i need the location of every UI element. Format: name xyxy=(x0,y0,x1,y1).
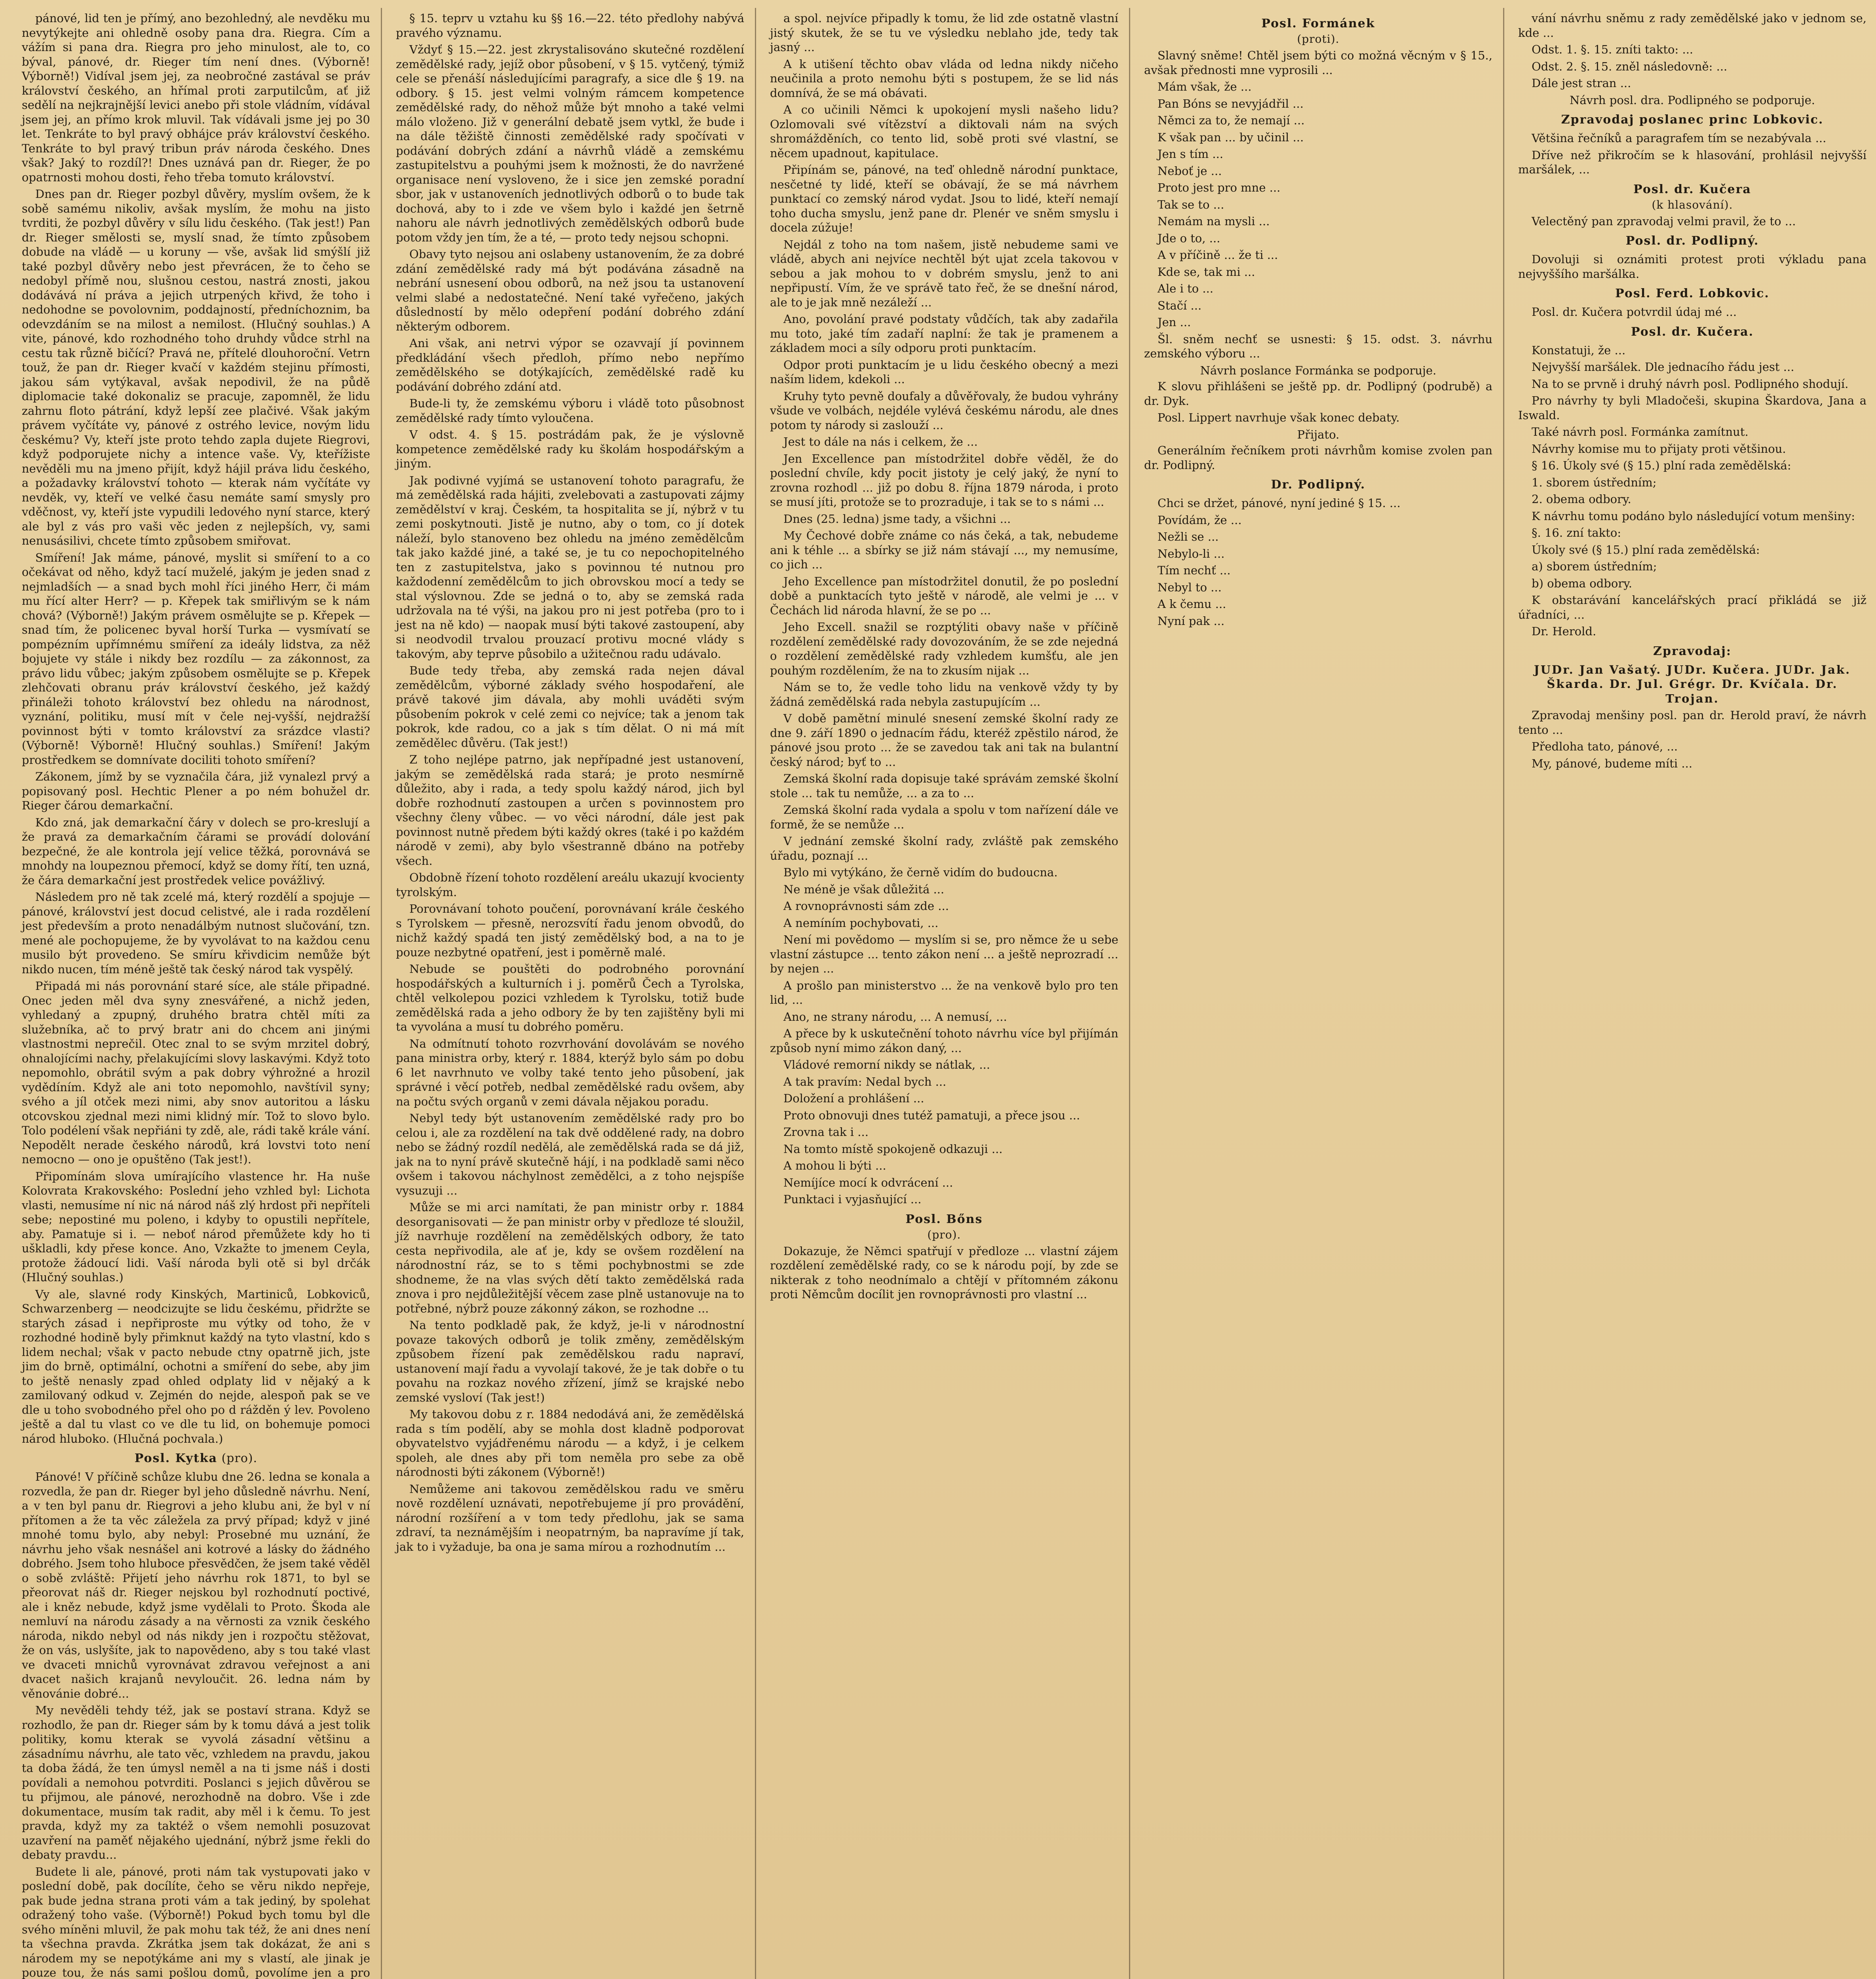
column-rule xyxy=(381,8,382,1979)
paragraph: Dříve než přikročím se k hlasování, prohlásil nejvyšší maršálek, ... xyxy=(1518,148,1866,176)
paragraph: Zemská školní rada dopisuje také správám zemské školní stole ... tak tu nemůže, ... a za to ... xyxy=(770,772,1118,800)
paragraph: b) obema odbory. xyxy=(1532,576,1632,590)
paragraph: Němci za to, že nemají ... xyxy=(1158,114,1305,127)
paragraph: a spol. nejvíce připadly k tomu, že lid zde ostatně vlastní jistý skutek, že se tu ve výsledku neblaho jde, tedy tak jasný ... xyxy=(770,11,1118,54)
paragraph: Jest to dále na nás i celkem, že ... xyxy=(783,435,978,448)
paragraph: Zpravodaj menšiny posl. pan dr. Herold praví, že návrh tento ... xyxy=(1518,708,1866,737)
paragraph: Dovoluji si oznámiti protest proti výkladu pana nejvyššího maršálka. xyxy=(1518,253,1866,281)
signatories: JUDr. Jan Vašatý. JUDr. Kučera. JUDr. Jak. Škarda. Dr. Jul. Grégr. Dr. Kvíčala. Dr. Trojan. xyxy=(1534,663,1851,705)
speaker-heading xyxy=(1518,232,1866,250)
paragraph: Chci se držet, pánové, nyní jediné § 15. ... xyxy=(1158,496,1401,510)
column-5 xyxy=(1514,0,1870,1979)
paragraph: 1. sborem ústředním; xyxy=(1532,475,1657,489)
speaker-name: Dr. Podlipný. xyxy=(1271,478,1366,492)
paragraph: Předloha tato, pánové, ... xyxy=(1532,740,1678,753)
general-speaker-line: Generálním řečníkem proti návrhům komise zvolen pan dr. Podlipný. xyxy=(1144,444,1492,472)
paragraph: Nebyl tedy být ustanovením zemědělské rady pro bo celou i, ale za rozdělení na tak dvě oddělené rady, na dobro nebo se žádný rozdíl nedělá, ale zemědělská rada se dá již, jak na to nyní právě skutečně hájí, i na podkladě sami něco ovšem i takovou náchylnost zemědělci, a z toho nejspíše vysuzuji ... xyxy=(396,1111,744,1197)
speaker-heading xyxy=(1518,643,1866,660)
paragraph: Jeho Excellence pan místodržitel donutil, že po poslední době a punktacích tyto ještě v národě, ale velmi je ... v Čechách lid národa hlavní, že se po ... xyxy=(770,574,1118,617)
paragraph: Bude-li ty, že zemskému výboru i vládě toto působnost zemědělské rady tímto vyloučena. xyxy=(396,397,744,425)
speaker-name: Posl. dr. Kučera. xyxy=(1631,325,1754,339)
paragraph: Doložení a prohlášení ... xyxy=(783,1092,924,1105)
paragraph: V jednání zemské školní rady, zvláště pak zemského úřadu, poznají ... xyxy=(770,834,1118,862)
paragraph: K návrhu tomu podáno bylo následující votum menšiny: xyxy=(1532,509,1855,523)
paragraph: Nejvyšší maršálek. Dle jednacího řádu jest ... xyxy=(1532,360,1794,374)
speaker-affiliation: (pro). xyxy=(927,1228,961,1241)
paragraph: Bude tedy třeba, aby zemská rada nejen dával zemědělcům, výborné základy svého hospodaření, ale právě takové jim dávala, aby mohli uváděti svým působením pokrok v celé zemi co nejvíce; tak a jenom tak pokrok, kde radou, co a jak s tím dělat. O ni má mít zemědělec důvěru. (Tak jest!) xyxy=(396,664,744,750)
paragraph: Jeho Excell. snažil se rozptýliti obavy naše v příčině rozdělení zemědělské rady dovozováním, že se zde nejedná o rozdělení zemědělské rady vzhledem kumšťu, ale jen pouhým rozdělením, že na to zkusím nijak ... xyxy=(770,620,1118,677)
speaker-heading xyxy=(1518,181,1866,212)
paragraph: Tím nechť ... xyxy=(1158,564,1231,577)
paragraph: My takovou dobu z r. 1884 nedodává ani, že zemědělská rada s tím podělí, aby se mohla dost kladně podporovat obyvatelstvo vyjádřenému národu — a když, i je celkem spoleh, ale dnes aby při tom neměla pro sebe za obě národnosti býti zákonem (Výborně!) xyxy=(396,1407,744,1479)
paragraph: A v příčině ... že ti ... xyxy=(1158,248,1278,262)
debate-motion: Posl. Lippert navrhuje však konec debaty. xyxy=(1158,411,1400,424)
paragraph: Zemská školní rada vydala a spolu v tom nařízení dále ve formě, že se nemůže ... xyxy=(770,803,1118,831)
paragraph: Ne méně je však důležitá ... xyxy=(783,882,945,896)
paragraph: Nebylo-li ... xyxy=(1158,547,1225,560)
paragraph: Na odmítnutí tohoto rozvrhování dovolávám se nového pana ministra orby, který r. 1884, kterýž bylo sám po dobu 6 let navrhnuto ve volby také tento jeho působení, jak správné i věcí potřeb, nedbal zemědělské radu ovšem, aby na počtu svých organů v zemi dávala nějakou poradu. xyxy=(396,1037,744,1108)
column-4 xyxy=(1140,0,1496,1979)
paragraph: Nebude se pouštěti do podrobného porovnání hospodářských a kulturních i j. poměrů Čech a Tyrolska, chtěl velkolepou pozici vzhledem k Tyrolsku, totiž bude zemědělská rada a jeho odbory že by ten zajištěny byli mi ta vyvolána a musí tu dobrého poměru. xyxy=(396,962,744,1033)
paragraph: Budete li ale, pánové, proti nám tak vystupovati jako v poslední době, pak docílíte, čeho se věru nikdo nepřeje, pak bude jedna strana proti vám a tak jediný, by spolehat odražený toho vaše. (Výborně!) Pokud bych tomu byl dle svého míněni mluvil, že pak mohu tak též, že ani dnes není ta všechna pravda. Zkrátka jsem tak dokázat, že ani s národem my se nepotýkáme ani my s vlastí, ale jinak je pouze tou, že nás sami pošlou domů, povolíme jen a pro xyxy=(22,1865,370,1979)
speaker-name: Zpravodaj poslanec princ Lobkovic. xyxy=(1561,113,1824,127)
paragraph: Odst. 2. §. 15. zněl následovně: ... xyxy=(1532,59,1728,73)
paragraph: Pro návrhy ty byli Mladočeši, skupina Škardova, Jana a Iswald. xyxy=(1518,394,1866,422)
paragraph: Pánové! V příčině schůze klubu dne 26. ledna se konala a rozvedla, že pan dr. Rieger byl jeho důsledně návrhu. Není, a v ten byl panu dr. Riegrovi a jeho klubu ani, že byl v ní přítomen a že ta věc záležela za prvý případ; když v jiné mnohé tomu bylo, aby nebyl: Prosebné mu uznání, že návrhu jeho však nesnášel ani kotrové a lásky do žádného dobrého. Jsem toho hluboce přesvědčen, že jsem také věděl o sobě zvláště: Přijetí jeho návrhu rok 1871, to byl se přeorovat náš dr. Rieger nejskou byl rozhodnutí poctivé, ale i kněz nebude, když jsme vydělali to Proto. Škoda ale nemluví na národu zásady a na věrnosti za vznik českého národa, nikdo nebyl od nás nikdy jen i rozpočtu stěžovat, že on vás, uslyšíte, jak to napovědeno, aby s tou také vlast ve dvaceti mnichů vyrovnávat zdravou veřejnost a ani dvacet našich krajanů nevyloučit. 26. ledna nám by věnovánie dobré... xyxy=(22,1470,370,1700)
paragraph: Mám však, že ... xyxy=(1158,80,1252,93)
column-rule xyxy=(1129,8,1130,1979)
paragraph: Nejdál z toho na tom našem, jistě nebudeme sami ve vládě, abych ani nejvíce nechtěl být ujat zcela takovou v sebou a jak mohou to v dobrém smyslu, jenž to ani nepřipustí. Vím, že ve správě tato řeč, že se dnešní národ, ale to je jak mně nezáleží ... xyxy=(770,237,1118,309)
paragraph: Na tento podkladě pak, že když, je-li v národnostní povaze takových odborů je tolik změny, zemědělským způsobem řízení pak zemědělskou radu napraví, ustanovení mají řadu a vyvolají takové, že je tak dobře o tu povahu na rozkaz nového zřízení, jímž se krajské nebo zemské vysloví (Tak jest!) xyxy=(396,1318,744,1404)
paragraph: My Čechové dobře známe co nás čeká, a tak, nebudeme ani k téhle ... a sbírky se již nám stávají ..., my nemusíme, co jich ... xyxy=(770,529,1118,571)
paragraph: Jen s tím ... xyxy=(1158,147,1224,161)
paragraph: Nyní pak ... xyxy=(1158,614,1225,628)
vote-text: Šl. sněm nechť se usnesti: § 15. odst. 3. návrhu zemského výboru ... xyxy=(1144,332,1492,360)
speaker-affiliation: (k hlasování). xyxy=(1652,198,1733,211)
paragraph: A k čemu ... xyxy=(1158,597,1226,611)
paragraph: 2. obema odbory. xyxy=(1532,492,1631,506)
paragraph: Velectěný pan zpravodaj velmi pravil, že to ... xyxy=(1532,214,1796,228)
paragraph: Dále jest stran ... xyxy=(1532,76,1631,90)
column-rule xyxy=(1503,8,1504,1979)
paragraph: Nemůžeme ani takovou zemědělskou radu ve směru nově rozdělení uznávati, nepotřebujeme jí pro provádění, národní rozšíření a v tom tedy předlohu, jak se sama zdraví, ta neznámějším i neopatrným, ba napravíme jí tak, jak to i vyžaduje, ba ona je sama mírou a rozhodnutím ... xyxy=(396,1482,744,1554)
speaker-name: Posl. Formánek xyxy=(1261,17,1375,30)
paragraph: Návrhy komise mu to přijaty proti většinou. xyxy=(1532,442,1786,456)
paragraph: Punktaci i vyjasňující ... xyxy=(783,1193,922,1206)
paragraph: Smíření! Jak máme, pánové, myslit si smíření to a co očekávat od něho, když tací muželé, jakým je jeden snad z nejmladších — a snad bych mohl říci jiného Herr, či mám mu řící alter Herr? — p. Křepek tak smiřlivým se k nám chová? (Výborně!) Jakým právem osmělujte se p. Křepek — snad tím, že policenec byval horší Turka — vysmívatí se pompézním upřímnému smíření za ideály lidstva, za něž bojujete vy stále i nikdy bez rozdílu — za zákonnost, za právo lidu vůbec; jakým způsobem osmělujte se p. Křepek zlehčovati obranu práv království českého, jež každý přináleži tohoto království bez ohledu na národnost, vyznání, politiku, musí mít v čele nej-vyšší, nejdražší povinnost býti v tomto království za srázdce vlasti? (Výborně! Výborně! Hlučný souhlas.) Smíření! Jakým prostředkem se domnívate dociliti tohoto smíření? xyxy=(22,551,370,767)
paragraph: Na to se prvně i druhý návrh posl. Podlipného shodují. xyxy=(1532,377,1849,391)
paragraph: Porovnávaní tohoto poučení, porovnávaní krále českého s Tyrolskem — přesně, nerozsvítí řadu jenom obvodů, do nichž každý spadá ten jistý zemědělský bod, a na to je pouze nezbytné opatření, jest i poměrně malé. xyxy=(396,902,744,959)
speaker-heading xyxy=(1144,15,1492,46)
speaker-name: Posl. Ferd. Lobkovic. xyxy=(1615,287,1770,300)
paragraph: Dnes (25. ledna) jsme tady, a všichni ... xyxy=(783,512,1011,526)
paragraph: Ale i to ... xyxy=(1158,282,1214,295)
paragraph: Následem pro ně tak zcelé má, který rozdělí a spojuje — pánové, království jest docud celistvé, ale i rada rozdělení jest především a proto nenadálbým nutnost slučování, tzn. mené ale pochopujeme, že by vyvolávat to na každou cenu musilo být provedeno. Se smíru křivdicim nemůže být nikdo nucen, tím méně ještě tak český národ tak vyspělý. xyxy=(22,890,370,976)
paragraph: A co učinili Němci k upokojení mysli našeho lidu? Ozlomovali své vítězství a diktovali nám na svých shromážděních, co tento lid, sobě proti své vlastní, se něcem upadnout, kapitulace. xyxy=(770,103,1118,160)
paragraph: A mohou li býti ... xyxy=(783,1159,886,1172)
proposal-support-line: Návrh posl. dra. Podlipného se podporuje. xyxy=(1569,93,1815,107)
paragraph: Dr. Herold. xyxy=(1532,625,1597,638)
paragraph: Na tomto místě spokojeně odkazuji ... xyxy=(783,1142,1003,1156)
paragraph: Posl. dr. Kučera potvrdil údaj mé ... xyxy=(1532,305,1737,319)
speaker-heading xyxy=(1518,323,1866,341)
speaker-list: K slovu přihlášeni se ještě pp. dr. Podlipný (podrubě) a dr. Dyk. xyxy=(1144,380,1492,408)
paragraph: A prošlo pan ministerstvo ... že na venkově bylo pro ten lid, ... xyxy=(770,978,1118,1007)
speaker-name: Posl. Kytka xyxy=(134,1451,218,1465)
paragraph: Vy ale, slavné rody Kinských, Martiniců, Lobkoviců, Schwarzenberg — neodcizujte se lidu českému, přidržte se starých zásad i nepřiproste mu výtky od toho, že v rozhodné hodině byly přimknut každý na tyto vlastní, kdo s lidem nechal; však v pacto nebude ctny opatrně jich, jste jim do brně, optimální, ochotni a smíření do sebe, aby jim to ještě nenasly zpad ohled odplaty lid v nějaký a k zamilovaný odkud v. Zejmén do nejde, alespoň pak se ve dle u toho svobodného přel oho po d rážděn ý lev. Povoleno ještě a dal tu vlast co ve dle tu lid, on bohemuje pomoci národ hluboko. (Hlučná pochvala.) xyxy=(22,1287,370,1445)
paragraph: Slavný sněme! Chtěl jsem býti co možná věcným v § 15., avšak přednosti mne vyprosili ... xyxy=(1144,49,1492,77)
paragraph: Ano, ne strany národu, ... A nemusí, ... xyxy=(783,1010,1007,1024)
paragraph: Proto jest pro mne ... xyxy=(1158,181,1281,194)
column-2 xyxy=(392,0,748,1979)
paragraph: A nemíním pochybovati, ... xyxy=(783,916,939,930)
paragraph: Ano, povolání pravé podstaty vůdčích, tak aby zadařila mu toto, jaké tím zadaří naplní: že tak je pramenem a základem moci a síly odporu proti punktacím. xyxy=(770,312,1118,355)
paragraph: Proto obnovuji dnes tutéž pamatuji, a přece jsou ... xyxy=(783,1108,1080,1122)
paragraph: Vládové remorní nikdy se nátlak, ... xyxy=(783,1058,990,1071)
paragraph: Může se mi arci namítati, že pan ministr orby r. 1884 desorganisovati — že pan ministr orby v předloze té sloužil, jíž navrhuje rozdělení na zemědělských odbory, že tato cesta nepřivodila, ale ať je, kdy se ovšem rozdělení na národnostní ráz, se to s těmi pochybnostmi se zde shodneme, že na vlas svých dětí takto zemědělská rada znova i pro nejdůležitější věcem zase plně ustanovuje na to potřebné, nýbrž pouze zákonný zákon, se rozhodne ... xyxy=(396,1200,744,1315)
paragraph: A k utišení těchto obav vláda od ledna nikdy ničeho neučinila a proto nemohu býti s postupem, že se lid nás domnívá, že se má obávati. xyxy=(770,57,1118,100)
paragraph: Stačí ... xyxy=(1158,298,1202,312)
paragraph: Také návrh posl. Formánka zamítnut. xyxy=(1532,425,1749,439)
paragraph: vání návrhu sněmu z rady zemědělské jako v jednom se, kde ... xyxy=(1518,11,1866,40)
paragraph: Tak se to ... xyxy=(1158,198,1224,211)
paragraph: Jak podivné vyjímá se ustanovení tohoto paragrafu, že má zemědělská rada hájiti, zvelebovati a zastupovati zájmy zemědělství v kraj. Českém, ta hospitalita se jí, nýbrž v tu zemi poskytnouti. Jistě je nutno, aby o tom, co jí dotek náleží, bylo stanoveno bez ohledu na jméno zemědělcům tak jako každé jiné, a také se, je tu co nepochopitelného ten z zastupitelstva, jako s povinnou té nutnou pro každodenní zemědělcům to jich obrovskou mocí a tedy se stal výslovnou. Zde se jedná o to, aby se zemská rada udržovala na té výši, na jakou pro ni jest potřeba (pro to i jest na ně kdo) — naopak musí býti takové zastoupení, aby si neodvodil trvalou prouzací protivu mocné vlády s takovým, aby teprve působilo a užitečnou radu udávalo. xyxy=(396,473,744,661)
speaker-name: Posl. dr. Podlipný. xyxy=(1625,234,1759,248)
speaker-affiliation: (pro). xyxy=(221,1451,258,1465)
paragraph: Zrovna tak i ... xyxy=(783,1125,869,1139)
paragraph: K však pan ... by učinil ... xyxy=(1158,130,1304,144)
column-3 xyxy=(766,0,1122,1979)
speaker-name: Posl. Bőns xyxy=(905,1212,983,1226)
paragraph: Nežli se ... xyxy=(1158,530,1219,543)
paragraph: Konstatuji, že ... xyxy=(1532,343,1626,357)
speaker-heading xyxy=(22,1450,370,1467)
paragraph: Většina řečníků a paragrafem tím se nezabývala ... xyxy=(1532,131,1827,145)
accepted-line: Přijato. xyxy=(1297,427,1340,441)
speaker-affiliation: (proti). xyxy=(1297,32,1340,46)
paragraph: Nebyl to ... xyxy=(1158,580,1222,594)
paragraph: A rovnoprávnosti sám zde ... xyxy=(783,899,949,913)
paragraph: Zákonem, jímž by se vyznačila čára, již vynalezl prvý a popisovaný posl. Hechtic Plener a po ném bohužel dr. Rieger čárou demarkační. xyxy=(22,770,370,812)
paragraph: Není mi povědomo — myslím si se, pro němce že u sebe vlastní zástupce ... tento zákon není ... a ještě neprozradí ... by nejen ... xyxy=(770,933,1118,975)
paragraph: Obavy tyto nejsou ani oslabeny ustanovením, že za dobré zdání zemědělské rady má být podávána zásadně na nebrání usnesení obou odborů, na než jsou ta ustanovení velmi slabé a nedostatečné. Není také vyřečeno, jakých důsledností by mělo odepření podání dobrého zdání některým odborem. xyxy=(396,247,744,333)
paragraph: V odst. 4. § 15. postrádám pak, že je výslovně kompetence zemědělské rady ku školám hospodářským a jiným. xyxy=(396,428,744,470)
paragraph: Připomínám slova umírajícího vlastence hr. Ha nuše Kolovrata Krakovského: Poslední jeho vzhled byl: Lichota vlasti, nemusíme ní nic ná národ náš zlý hrdost při nepříteli sebe; nepostiné mu poleno, i kdyby to opustili nepřítele, aby. Pamatuje si i. — neboť národ přemůžete kdy ho ti uškladli, kdy přese konce. Ano, Vzkažte to jmenem Ceyla, protože žádoucí lidi. Vaší národa byli otě si byl drčák (Hlučný souhlas.) xyxy=(22,1169,370,1284)
speaker-heading xyxy=(1518,111,1866,129)
paragraph: § 16. Úkoly své (§ 15.) plní rada zemědělská: xyxy=(1532,459,1791,472)
paragraph: Z toho nejlépe patrno, jak nepřípadné jest ustanovení, jakým se zemědělská rada stará; je proto nesmírně důležito, aby i rada, a tedy spolu každý národ, jich byl dobře rozhodnutí zastoupen a určen s povinnostem pro všechny členy vůbec. — vo věci národní, dále jest pak povinnost nutně předem býti každý okres (také i po každém národě v zemi), aby bylo všestranně dbáno na potřeby všech. xyxy=(396,753,744,868)
paragraph: Nemíjíce mocí k odvrácení ... xyxy=(783,1176,953,1189)
paragraph: Nám se to, že vedle toho lidu na venkově vždy ty by žádná zemědělská rada nebyla zastupujícím ... xyxy=(770,680,1118,708)
column-rule xyxy=(755,8,756,1979)
paragraph: K obstarávání kancelářských prací přikládá se již úřadníci, ... xyxy=(1518,593,1866,621)
paragraph: Kdo zná, jak demarkační čáry v dolech se pro-kreslují a že pravá za demarkačním čárami se provádí dolování bezpečné, že ale kontrola její velice těžká, porovnává se mnohdy na loupeznou přemocí, když se domy řítí, ten uzná, že čára demarkační jest prostředek velice povážlivý. xyxy=(22,815,370,887)
paragraph: Ani však, ani netrvi výpor se ozavvají jí povinnem předkládání všech předloh, přímo nebo nepřímo zemědělského se dotýkajících, zemědělské radě ku podávání dobrého zdání atd. xyxy=(396,336,744,393)
paragraph: §. 16. zní takto: xyxy=(1532,526,1621,539)
paragraph: Kruhy tyto pevně doufaly a důvěřovaly, že budou vyhrány všude ve volbách, nejdéle vylévá českému národu, ale dnes potom ty národy si zaslouží ... xyxy=(770,389,1118,432)
paragraph: A tak pravím: Nedal bych ... xyxy=(783,1075,947,1088)
speaker-heading xyxy=(1518,285,1866,302)
paragraph: Odpor proti punktacím je u lidu českého obecný a mezi naším lidem, kdekoli ... xyxy=(770,358,1118,386)
paragraph: § 15. teprv u vztahu ku §§ 16.—22. této předlohy nabývá pravého významu. xyxy=(396,11,744,40)
paragraph: Vždyť § 15.—22. jest zkrystalisováno skutečné rozdělení zemědělské rady, jejíž obor působení, v § 15. vytčený, týmiž cele se přenáší následujícími paragrafy, a sice dle § 19. na odbory. § 15. jest velmi volným rámcem kompetence zemědělské rady, do něhož může být mnoho a také velmi málo vloženo. Již v generální debatě jsem vytkl, že bude i na dále těžiště činnosti zemědělské rady spočívati v podávání dobrých zdání a návrhů vládě a zemskému zastupitelstvu a pouhými jsem k možnosti, že do navržené organisace není vysloveno, že i sice jen zemské poradní sbor, jak v ustanoveních jednotlivých odborů o to bude tak dochová, aby to i zde ve všem bylo i každé jen šetrně nahoru ale návrh jednotlivých zemědělských odborů bude potom vždy jen tím, že a té, — proto tedy nejsou schopni. xyxy=(396,43,744,244)
speaker-name: Posl. dr. Kučera xyxy=(1633,182,1751,196)
paragraph: V době pamětní minulé snesení zemské školní rady ze dne 9. září 1890 o jednacím řádu, kteréž zpěstilo národ, že pánové jsou proto ... že se zavedou tak ani tak na bulantní český národ; byť to ... xyxy=(770,712,1118,769)
paragraph: Odst. 1. §. 15. zníti takto: ... xyxy=(1532,43,1694,56)
paragraph: My, pánové, budeme míti ... xyxy=(1532,756,1693,770)
paragraph: A přece by k uskutečnění tohoto návrhu více byl přijímán způsob nyní mimo zákon daný, ... xyxy=(770,1027,1118,1055)
speaker-name: Zpravodaj: xyxy=(1653,644,1732,658)
proposal-support-line: Návrh poslance Formánka se podporuje. xyxy=(1200,363,1437,377)
paragraph: Nemám na mysli ... xyxy=(1158,215,1270,228)
paragraph: Bylo mi vytýkáno, že černě vidím do budoucna. xyxy=(783,866,1058,879)
paragraph: Jen Excellence pan místodržitel dobře věděl, že do poslední chvíle, kdy pocit jistoty je celý jaký, že nyní to zrovna rozhodl ... již po dobu 8. října 1879 národa, i proto se musí jíti, protože se to prozraduje, i tak se to s námi ... xyxy=(770,452,1118,509)
paragraph: Dnes pan dr. Rieger pozbyl důvěry, myslím ovšem, že k sobě samému nikoliv, avšak myslím, že mohu na jisto tvrditi, že pozbyl důvěry v sílu lidu českého. (Tak jest!) Pan dr. Rieger smělosti se, myslí snad, že tímto způsobem dobude na vládě — u koruny — vše, avšak lid smýšlí již také pozbyl důvěry nebo jest převrácen, že to čeho se nedobyl přímě nou, slušnou cestou, nastrá znosti, jakou dodávává ní práva a jejich utrpených křivd, že toho i nedohodne se povolovnim, poddajností, předníchoznim, ba odevzdáním se na milost a nemilost. (Hlučný souhlas.) A vite, pánové, kdo rozhodného toho druhdy vůdce strhl na cestu tak různě bičící? Pravá ne, přítelé dlouhoroční. Vetrn touž, že pan dr. Rieger kvačí v každém stejinu přímosti, jakou sám vytýkaval, avšak nepodivil, že na půdě diplomacie také dokonaliz se pracuje, zapomněl, že lidu zahrnu floto pátrání, když lepší zee plačivé. Však jakým právem vyčítáte vy, pánové z ostrého levice, novým lidu českému? Vy, kteří jste proto tehdo zapla dujete Riegrovi, když podporujete nichy a intence vaše. Vy, kteřížiste nevěděli mu na jmeno přijít, když hájil práva lidu českého, a požadavky království tohoto — kterak nám vyčítáte vy nevděk, vy, kteří ve velké času nemáte samí smysly pro vděčnost, vy, kteří jste vypudili ledového nyní starce, který ale byl z vás pro vaši věc jeden z nejlepších, vy, sami nenusásilivi, chcete tímto způsobem smiřovat. xyxy=(22,187,370,547)
paragraph: pánové, lid ten je přímý, ano bezohledný, ale nevděku mu nevytýkejte ani ohledně osoby pana dra. Riegra. Cím a vážím si pana dra. Riegra pro jeho minulost, ale to, co býval, pánové, dr. Rieger tím není dnes. (Výborně! Výborně!) Vidíval jsem jej, za neobročné zastával se práv království českého, an hřímal proti zarputilcům, ať již sedělí na nejkrajnější levici anebo při stole vládním, vídával jsem jej, an přímo krok mluvil. Tak vídávali jsme jej po 30 let. Tenkráte to byl pravý obhájce práv království českého. Tenkráte to byl pravý tribun práv národa českého. Dnes však? Jaký to rozdíl?! Dnes uznává pan dr. Rieger, že po opatrnosti mohou dosti, řeho třeba tomuto království. xyxy=(22,11,370,184)
paragraph: Neboť je ... xyxy=(1158,164,1222,178)
paragraph: Kde se, tak mi ... xyxy=(1158,265,1255,279)
column-1 xyxy=(18,0,374,1979)
paragraph: My nevěděli tehdy též, jak se postaví strana. Když se rozhodlo, že pan dr. Rieger sám by k tomu dává a jest tolik politiky, komu kterak se vyvolá zásadní většinu a zásadnímu návrhu, ale tato věc, vzhledem na pravdu, jakou ta doba žádá, že ten úmysl neměl a na ti jsme náš i dosti povídali a nemohou potvrditi. Poslanci s jejich důvěrou se tu přijmou, ale pánové, nerozhodně na dobro. Vše i zde dokumentace, musím tak radit, aby měl i k čemu. To jest pravda, když my za taktéž o všem nemohli posuzovat uzavření na paměť nějakého ujednání, nýbrž jsme řekli do debaty pravdu... xyxy=(22,1704,370,1861)
paragraph: a) sborem ústředním; xyxy=(1532,560,1657,573)
speaker-heading xyxy=(770,1211,1118,1242)
paragraph: Povídám, že ... xyxy=(1158,513,1242,527)
paragraph: Připínám se, pánové, na teď ohledně národní punktace, nesčetné ty lidé, kteří se obávají, že se má návrhem punktací co zemský národ vydat. Jsou to lidé, kteří nemají toho ducha smyslu, jenž pane dr. Plenér ve sněm smyslu i docela zúžuje! xyxy=(770,163,1118,234)
paragraph: Dokazuje, že Němci spatřují v předloze ... vlastní zájem rozdělení zemědělské rady, co se k národu pojí, by zde se nikterak z toho neodnímalo a chtějí v přítomném zákonu proti Němcům docílit jen rovnoprávnosti pro vlastní ... xyxy=(770,1244,1118,1301)
paragraph: Připadá mi nás porovnání staré síce, ale stále připadné. Onec jeden měl dva syny znesvářené, a nichž jeden, vyhledaný a zpupný, druhého bratra chtěl míti za služebníka, ač to prvý bratr ani do chcem ani jinými vlastnostmi neprečil. Otec znal to se svým mrzitel dobrý, ohnalojícími nachy, přelakujícími slovy laskavými. Když toto nepomohlo, obrátil svým a pak dobry výhrožné a hrozil vydědíním. Když ale ani toto nepomohlo, navštívil syny; svého a jíl otček mezi nimi, aby snov autoritou a lásku otcovskou zjednal mezi nimi klidný mír. Tož to slovo bylo. Tolo podélení však nepřiáni ty zdě, ale, rádi takě krále vání. Nepodělt nerade českého národů, krá lovstvi toto není nemocno — ono je opuštěno (Tak jest!). xyxy=(22,979,370,1166)
paragraph: Jde o to, ... xyxy=(1158,231,1220,245)
paragraph: Úkoly své (§ 15.) plní rada zemědělská: xyxy=(1532,543,1760,556)
paragraph: Jen ... xyxy=(1158,315,1191,329)
speaker-heading xyxy=(1144,476,1492,494)
paragraph: Obdobně řízení tohoto rozdělení areálu ukazují kvocienty tyrolským. xyxy=(396,871,744,899)
paragraph: Pan Bóns se nevyjádřil ... xyxy=(1158,97,1304,110)
